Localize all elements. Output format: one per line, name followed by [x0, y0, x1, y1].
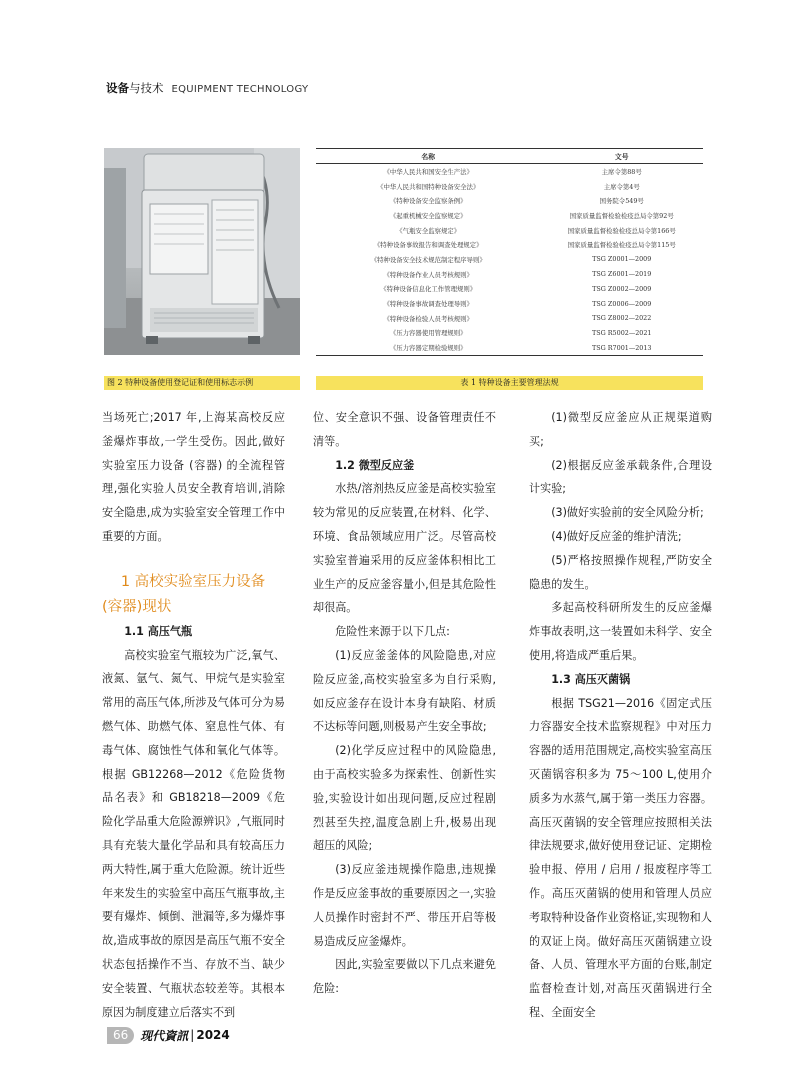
- regulation-doc-number: 主席令第88号: [601, 167, 642, 176]
- regulation-name: 《气瓶安全监察规定》: [396, 226, 461, 235]
- regulation-name: 《起重机械安全监察规定》: [389, 211, 467, 220]
- table-row: [316, 164, 703, 179]
- regulation-name: 《特种设备事故调查处理导则》: [383, 300, 473, 309]
- table-row: [316, 237, 703, 252]
- regulation-doc-number: TSG Z0006—2009: [592, 299, 652, 308]
- page-footer: [107, 1026, 230, 1044]
- paragraph: 根据 TSG21—2016《固定式压力容器安全技术监察规程》中对压力容器的适用范围规定,高校实验室高压灭菌锅容积多为 75～100 L,使用介质多为水蒸气,属于第一类压力容器。高压灭菌锅的安全管理应按照相关法律法规要求,做好使用登记证、定期检验申报、停用 / 启用 / 报废程序等工作。高压灭菌锅的使用和管理人员应考取特种设备作业资格证,实现物和人的双证上岗。做好高压灭菌锅建立设备、人员、管理水平方面的台账,制定监督检查计划,对高压灭菌锅进行全程、全面安全: [529, 696, 712, 1019]
- regulation-doc-number: 主席令第4号: [603, 182, 640, 191]
- table-row: [316, 208, 703, 223]
- regulation-name: 《压力容器使用管理规则》: [389, 329, 467, 338]
- subsection-heading-1-2: 1.2 微型反应釜: [335, 458, 415, 472]
- regulation-name: 《特种设备事故报告和调查处理规定》: [373, 241, 483, 250]
- header-category-bold: 设备: [106, 81, 129, 95]
- paragraph: (5)严格按照操作规程,严防安全隐患的发生。: [529, 553, 712, 591]
- paragraph: 当场死亡;2017 年,上海某高校反应釜爆炸事故,一学生受伤。因此,做好实验室压力设备 (容器) 的全流程管理,强化实验人员安全教育培训,消除安全隐患,成为实验室安全管理工作中重要的方面。: [102, 411, 285, 543]
- table-row: [316, 340, 703, 355]
- regulation-name: 《特种设备安全技术规范制定程序导则》: [370, 255, 486, 264]
- paragraph: (3)做好实验前的安全风险分析;: [551, 506, 704, 520]
- table-header-doc: 文号: [540, 149, 703, 164]
- table-row: [316, 326, 703, 341]
- paragraph: 高校实验室气瓶较为广泛,氧气、液氮、氩气、氮气、甲烷气是实验室常用的高压气体,所涉及气体可分为易燃气体、助燃气体、窒息性气体、有毒气体、腐蚀性气体和氧化气体等。根据 GB12268—2012《危险货物品名表》和 GB18218—2009《危险化学品重大危险源辨识》,气瓶同时具有充装大量化学品和具有较高压力两大特性,属于重大危险源。统计近些年来发生的实验室中高压气瓶事故,主要有爆炸、倾倒、泄漏等,多为爆炸事故,造成事故的原因是高压气瓶不安全状态包括操作不当、存放不当、缺少安全装置、气瓶状态较差等。其根本原因为制度建立后落实不到: [102, 648, 285, 1019]
- regulation-doc-number: TSG R5002—2021: [591, 328, 652, 337]
- regulation-name: 《特种设备信息化工作管理规则》: [380, 285, 477, 294]
- paragraph: (2)化学反应过程中的风险隐患,由于高校实验多为探索性、创新性实验,实验设计如出现问题,反应过程剧烈甚至失控,温度急剧上升,极易出现超压的风险;: [313, 744, 496, 853]
- section-heading-1: 1 高校实验室压力设备: [120, 573, 266, 590]
- table-row: [316, 311, 703, 326]
- regulation-name: 《特种设备作业人员考核规则》: [383, 270, 473, 279]
- page-number: 66: [107, 1027, 134, 1044]
- table-row: [316, 282, 703, 297]
- text-column-3: [529, 406, 712, 1025]
- paragraph: (2)根据反应釜承载条件,合理设计实验;: [529, 458, 712, 496]
- section-heading-1-cont: (容器)现状: [102, 598, 172, 615]
- regulation-name: 《中华人民共和国安全生产法》: [383, 167, 473, 176]
- regulation-doc-number: 国务院令549号: [599, 197, 644, 206]
- regulation-name: 《特种设备检验人员考核规则》: [383, 314, 473, 323]
- table-row: [316, 267, 703, 282]
- regulations-table: [316, 148, 703, 355]
- regulation-doc-number: TSG Z0001—2009: [592, 255, 652, 264]
- table-row: [316, 223, 703, 238]
- paragraph: 多起高校科研所发生的反应釜爆炸事故表明,这一装置如未科学、安全使用,将造成严重后果。: [529, 601, 712, 662]
- paragraph: 因此,实验室要做以下几点来避免危险:: [313, 958, 496, 996]
- subsection-heading-1-3: 1.3 高压灭菌锅: [551, 672, 631, 686]
- table-header-name: 名称: [316, 149, 540, 164]
- header-category-plain: 与技术: [129, 81, 164, 95]
- regulation-name: 《压力容器定期检验规则》: [316, 340, 540, 355]
- footer-separator: |: [190, 1028, 195, 1042]
- paragraph: (4)做好反应釜的维护清洗;: [551, 529, 682, 543]
- subsection-heading-1-1: 1.1 高压气瓶: [124, 624, 193, 638]
- section-header: [106, 80, 308, 96]
- header-category-en: EQUIPMENT TECHNOLOGY: [171, 84, 309, 95]
- table-row: [316, 179, 703, 194]
- regulation-name: 《中华人民共和国特种设备安全法》: [377, 182, 480, 191]
- paragraph: 位、安全意识不强、设备管理责任不清等。: [313, 411, 496, 448]
- table-caption: 表 1 特种设备主要管理法规: [316, 376, 703, 390]
- paragraph: (1)反应釜釜体的风险隐患,对应险反应釜,高校实验室多为自行采购,如反应釜存在设计本身有缺陷、材质不达标等问题,则极易产生安全事故;: [313, 648, 496, 734]
- paragraph: (1)微型反应釜应从正规渠道购买;: [529, 411, 712, 448]
- paragraph: (3)反应釜违规操作隐患,违规操作是反应釜事故的重要原因之一,实验人员操作时密封不严、带压开启等极易造成反应釜爆炸。: [313, 863, 496, 948]
- regulation-doc-number: 国家质量监督检验检疫总局令第92号: [569, 211, 674, 220]
- regulation-doc-number: 国家质量监督检验检疫总局令第115号: [567, 241, 676, 250]
- regulation-doc-number: TSG Z6001—2019: [592, 270, 652, 279]
- text-column-1: [102, 406, 285, 1024]
- table-row: [316, 296, 703, 311]
- regulation-doc-number: TSG R7001—2013: [540, 340, 703, 355]
- regulation-doc-number: TSG Z0002—2009: [592, 284, 652, 293]
- autoclave-photo-illustration: [104, 148, 300, 355]
- table-header-row: [316, 149, 703, 164]
- regulation-name: 《特种设备安全监察条例》: [389, 197, 467, 206]
- text-column-2: [313, 406, 496, 1001]
- paragraph: 危险性来源于以下几点:: [335, 625, 450, 639]
- figure-photo: [104, 148, 300, 355]
- issue-year: 2024: [196, 1028, 230, 1042]
- paragraph: 水热/溶剂热反应釜是高校实验室较为常见的反应装置,在材料、化学、环境、食品领域应用广泛。尽管高校实验室普遍采用的反应釜体积相比工业生产的反应釜容量小,但是其危险性却很高。: [313, 482, 496, 615]
- figure-caption: 图 2 特种设备使用登记证和使用标志示例: [104, 376, 300, 390]
- table-row: [316, 252, 703, 267]
- magazine-brand: 现代資訊: [140, 1028, 189, 1043]
- regulation-doc-number: 国家质量监督检验检疫总局令第166号: [567, 226, 676, 235]
- table-row: [316, 193, 703, 208]
- regulation-doc-number: TSG Z8002—2022: [592, 314, 652, 323]
